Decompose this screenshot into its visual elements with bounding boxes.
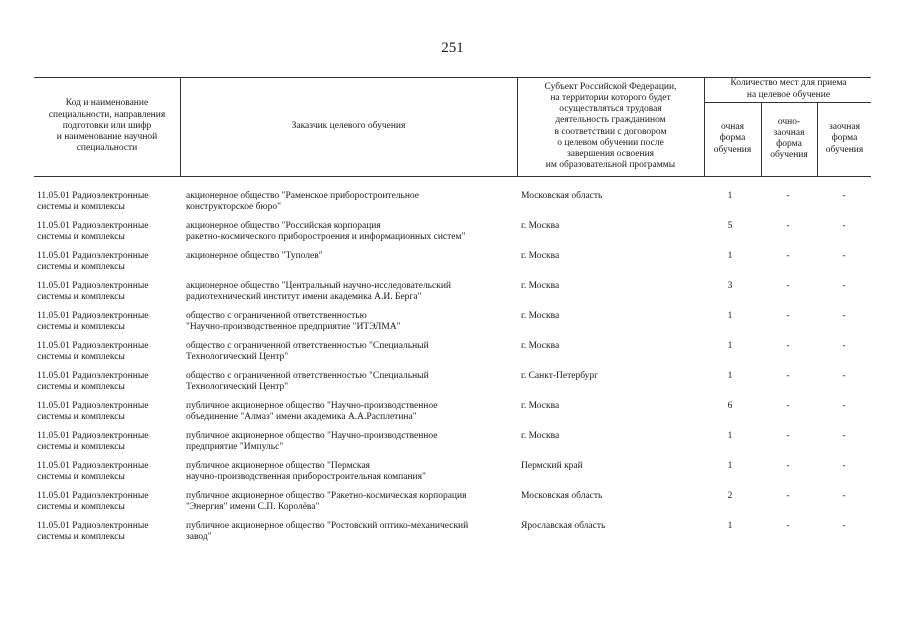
cell-customer: публичное акционерное общество "Пермская научно-производственная приборостроительная компания"	[186, 461, 426, 483]
cell-region: г. Москва	[521, 341, 560, 351]
cell-full-time: 3	[727, 281, 733, 291]
header-full-time: очная форма обучения	[713, 122, 752, 155]
cell-distance: -	[842, 431, 846, 441]
cell-part-time: -	[786, 401, 790, 411]
cell-region: г. Москва	[521, 311, 560, 321]
cell-region: Ярославская область	[521, 521, 606, 531]
cell-customer: публичное акционерное общество "Ракетно-космическая корпорация "Энергия" имени С.П. Королёва"	[186, 491, 467, 513]
table-row	[0, 341, 905, 371]
cell-full-time: 1	[727, 311, 733, 321]
cell-full-time: 2	[727, 491, 733, 501]
cell-part-time: -	[786, 221, 790, 231]
header-places: Количество мест для приема на целевое обучение	[730, 78, 847, 100]
cell-distance: -	[842, 521, 846, 531]
cell-full-time: 1	[727, 251, 733, 261]
cell-part-time: -	[786, 311, 790, 321]
cell-full-time: 1	[727, 461, 733, 471]
table-row	[0, 221, 905, 251]
cell-distance: -	[842, 281, 846, 291]
cell-code: 11.05.01 Радиоэлектронные системы и комплексы	[37, 221, 149, 243]
cell-distance: -	[842, 251, 846, 261]
cell-region: Московская область	[521, 191, 603, 201]
table-row	[0, 491, 905, 521]
cell-distance: -	[842, 401, 846, 411]
table-row	[0, 431, 905, 461]
cell-region: г. Москва	[521, 251, 560, 261]
cell-customer: акционерное общество "Центральный научно-исследовательский радиотехнический институт имени академика А.И. Берга"	[186, 281, 452, 303]
table-row	[0, 521, 905, 551]
cell-customer: публичное акционерное общество "Ростовский оптико-механический завод"	[186, 521, 469, 543]
cell-customer: публичное акционерное общество "Научно-производственное объединение "Алмаз" имени академика А.А.Расплетина"	[186, 401, 438, 423]
cell-full-time: 1	[727, 521, 733, 531]
cell-full-time: 1	[727, 431, 733, 441]
cell-code: 11.05.01 Радиоэлектронные системы и комплексы	[37, 521, 149, 543]
cell-code: 11.05.01 Радиоэлектронные системы и комплексы	[37, 431, 149, 453]
cell-region: г. Москва	[521, 401, 560, 411]
cell-part-time: -	[786, 461, 790, 471]
page-number: 251	[441, 40, 464, 56]
column-divider	[180, 77, 181, 176]
cell-part-time: -	[786, 341, 790, 351]
cell-customer: общество с ограниченной ответственностью "Специальный Технологический Центр"	[186, 371, 429, 393]
cell-code: 11.05.01 Радиоэлектронные системы и комплексы	[37, 281, 149, 303]
table-row	[0, 191, 905, 221]
header-region: Субъект Российской Федерации, на территории которого будет осуществляться трудовая деятельность гражданином в соответствии с договором о целевом обучении после завершения освоения им образовательной программы	[544, 81, 677, 171]
cell-region: Московская область	[521, 491, 603, 501]
cell-region: г. Москва	[521, 281, 560, 291]
cell-customer: акционерное общество "Раменское приборостроительное конструкторское бюро"	[186, 191, 420, 213]
cell-distance: -	[842, 461, 846, 471]
cell-full-time: 5	[727, 221, 733, 231]
cell-part-time: -	[786, 491, 790, 501]
header-customer: Заказчик целевого обучения	[291, 120, 406, 131]
cell-region: г. Москва	[521, 221, 560, 231]
cell-distance: -	[842, 341, 846, 351]
cell-region: г. Санкт-Петербург	[521, 371, 599, 381]
cell-customer: публичное акционерное общество "Научно-производственное предприятие "Импульс"	[186, 431, 438, 453]
cell-part-time: -	[786, 371, 790, 381]
column-divider	[517, 77, 518, 176]
cell-distance: -	[842, 311, 846, 321]
cell-full-time: 1	[727, 371, 733, 381]
cell-customer: акционерное общество "Российская корпорация ракетно-космического приборостроения и информационных систем"	[186, 221, 466, 243]
table-row	[0, 371, 905, 401]
cell-code: 11.05.01 Радиоэлектронные системы и комплексы	[37, 191, 149, 213]
cell-customer: общество с ограниченной ответственностью "Специальный Технологический Центр"	[186, 341, 429, 363]
header-part-time: очно- заочная форма обучения	[770, 116, 808, 161]
cell-distance: -	[842, 191, 846, 201]
cell-part-time: -	[786, 431, 790, 441]
table-row	[0, 251, 905, 281]
cell-full-time: 1	[727, 341, 733, 351]
cell-customer: общество с ограниченной ответственностью "Научно-производственное предприятие "ИТЭЛМА"	[186, 311, 401, 333]
table-row	[0, 461, 905, 491]
table-row	[0, 311, 905, 341]
cell-code: 11.05.01 Радиоэлектронные системы и комплексы	[37, 341, 149, 363]
cell-distance: -	[842, 371, 846, 381]
cell-region: Пермский край	[521, 461, 583, 471]
cell-part-time: -	[786, 191, 790, 201]
cell-full-time: 1	[727, 191, 733, 201]
table-row	[0, 401, 905, 431]
cell-code: 11.05.01 Радиоэлектронные системы и комплексы	[37, 311, 149, 333]
cell-code: 11.05.01 Радиоэлектронные системы и комплексы	[37, 401, 149, 423]
cell-part-time: -	[786, 281, 790, 291]
table-row	[0, 281, 905, 311]
cell-code: 11.05.01 Радиоэлектронные системы и комплексы	[37, 491, 149, 513]
cell-part-time: -	[786, 251, 790, 261]
cell-distance: -	[842, 491, 846, 501]
cell-distance: -	[842, 221, 846, 231]
cell-code: 11.05.01 Радиоэлектронные системы и комплексы	[37, 251, 149, 273]
header-code: Код и наименование специальности, направления подготовки или шифр и наименование научной специальности	[48, 98, 166, 154]
cell-customer: акционерное общество "Туполев"	[186, 251, 323, 261]
cell-code: 11.05.01 Радиоэлектронные системы и комплексы	[37, 461, 149, 483]
table-header-bottom-border	[34, 176, 871, 177]
header-distance: заочная форма обучения	[825, 122, 864, 155]
cell-code: 11.05.01 Радиоэлектронные системы и комплексы	[37, 371, 149, 393]
cell-part-time: -	[786, 521, 790, 531]
cell-full-time: 6	[727, 401, 733, 411]
cell-region: г. Москва	[521, 431, 560, 441]
